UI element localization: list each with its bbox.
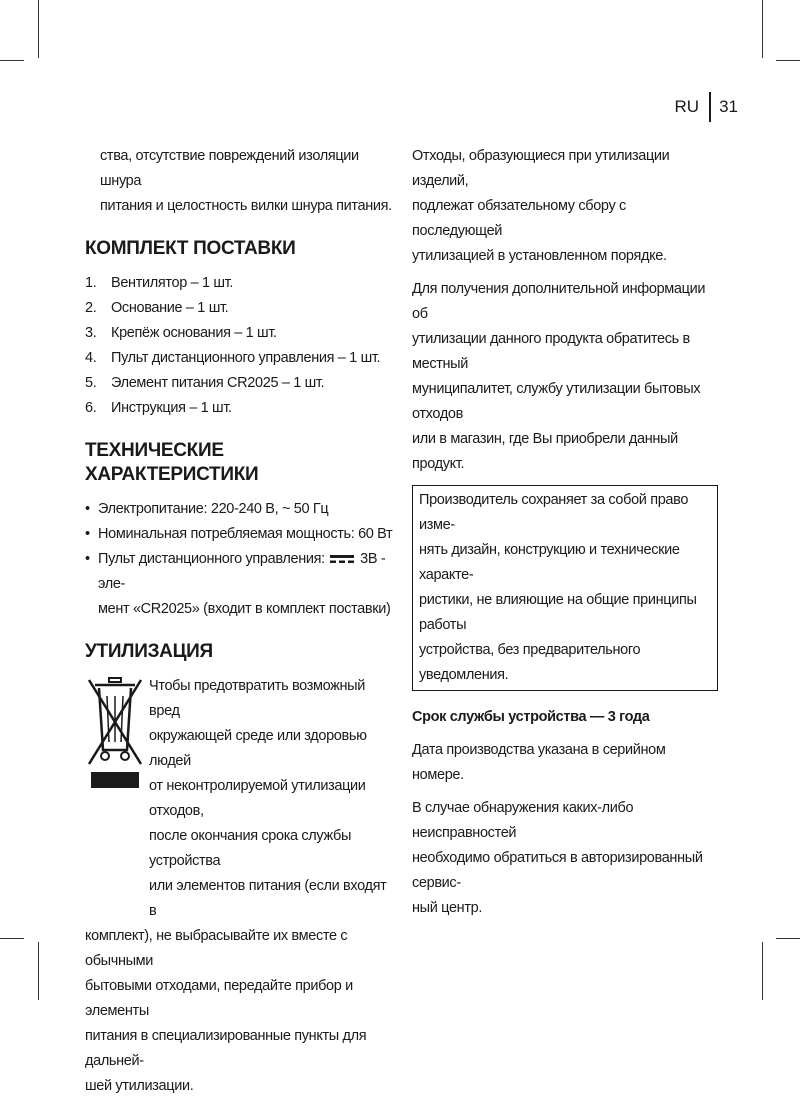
text-line: питания в специализированные пункты для дальней- (85, 1028, 367, 1069)
text-line: Чтобы предотвратить возможный вред (149, 678, 365, 719)
waste-paragraph (412, 144, 718, 269)
text-line: или элементов питания (если входят в (149, 878, 387, 919)
list-item (85, 547, 395, 622)
text-line: нять дизайн, конструкцию и технические характе- (419, 542, 680, 583)
crop-mark (0, 60, 24, 61)
item-text (98, 547, 395, 622)
service-paragraph (412, 796, 718, 921)
item-number: 6. (85, 400, 97, 416)
list-item (85, 497, 395, 522)
item-number: 5. (85, 375, 97, 391)
item-text: Элемент питания CR2025 – 1 шт. (111, 375, 325, 391)
intro-text (85, 144, 395, 219)
list-item (85, 371, 395, 396)
kit-heading: КОМПЛЕКТ ПОСТАВКИ (85, 238, 296, 259)
bullet: • (85, 501, 90, 517)
crop-mark (776, 60, 800, 61)
text-line: ристики, не влияющие на общие принципы работы (419, 592, 697, 633)
item-number: 1. (85, 275, 97, 291)
text-line: ный центр. (412, 900, 483, 916)
item-number: 4. (85, 350, 97, 366)
dc-current-icon (330, 554, 354, 564)
header-divider (709, 92, 711, 122)
text-line: комплект), не выбрасывайте их вместе с обычными (85, 928, 348, 969)
disposal-text (85, 924, 395, 1099)
page-header (675, 92, 738, 122)
specs-list (85, 497, 395, 622)
text-line: Отходы, образующиеся при утилизации изделий, (412, 148, 670, 189)
text-fragment: Пульт дистанционного управления: (98, 551, 325, 567)
specs-heading: ТЕХНИЧЕСКИЕ ХАРАКТЕРИСТИКИ (85, 440, 259, 485)
text-line: Производитель сохраняет за собой право изме- (419, 492, 689, 533)
text-line: необходимо обратиться в авторизированный сервис- (412, 850, 703, 891)
disposal-icon-text (149, 674, 395, 924)
text-line: утилизацией в установленном порядке. (412, 248, 667, 264)
text-line: или в магазин, где Вы приобрели данный продукт. (412, 431, 678, 472)
service-life: Срок службы устройства — 3 года (412, 709, 650, 725)
list-item (85, 321, 395, 346)
text-line: ства, отсутствие повреждений изоляции шнура (100, 148, 359, 189)
crop-mark (776, 938, 800, 939)
item-text: Крепёж основания – 1 шт. (111, 325, 277, 341)
item-text: Основание – 1 шт. (111, 300, 229, 316)
kit-list (85, 271, 395, 421)
text-line: бытовыми отходами, передайте прибор и элементы (85, 978, 353, 1019)
list-item (85, 396, 395, 421)
item-text: Электропитание: 220-240 В, ~ 50 Гц (98, 501, 329, 517)
language-code: RU (674, 97, 700, 116)
text-line: окружающей среде или здоровью людей (149, 728, 367, 769)
item-text: Пульт дистанционного управления – 1 шт. (111, 350, 381, 366)
page-number: 31 (719, 97, 738, 116)
right-column (412, 144, 718, 921)
list-item (85, 522, 395, 547)
crop-mark (0, 938, 24, 939)
crop-mark (38, 0, 39, 58)
text-line: устройства, без предварительного уведомления. (419, 642, 641, 683)
item-text: Вентилятор – 1 шт. (111, 275, 234, 291)
text-line: после окончания срока службы устройства (149, 828, 352, 869)
item-number: 2. (85, 300, 97, 316)
bullet: • (85, 551, 90, 567)
crop-mark (38, 942, 39, 1000)
disposal-block (85, 674, 395, 924)
bullet: • (85, 526, 90, 542)
crossed-bin-icon (85, 674, 147, 792)
info-paragraph (412, 277, 718, 477)
text-fragment: 3В - эле- (98, 551, 386, 592)
text-line: В случае обнаружения каких-либо неисправностей (412, 800, 634, 841)
list-item (85, 271, 395, 296)
text-line: подлежат обязательному сбору с последующей (412, 198, 626, 239)
disposal-heading: УТИЛИЗАЦИЯ (85, 641, 213, 662)
list-item (85, 346, 395, 371)
left-column (85, 144, 395, 1099)
crop-mark (762, 0, 763, 58)
item-text: Инструкция – 1 шт. (111, 400, 232, 416)
item-number: 3. (85, 325, 97, 341)
text-line: от неконтролируемой утилизации отходов, (149, 778, 366, 819)
text-line: муниципалитет, службу утилизации бытовых отходов (412, 381, 701, 422)
list-item (85, 296, 395, 321)
item-text: Номинальная потребляемая мощность: 60 Вт (98, 526, 393, 542)
text-fragment: мент «CR2025» (входит в комплект поставки) (98, 601, 391, 617)
manufacturer-notice-box (412, 485, 718, 691)
text-line: утилизации данного продукта обратитесь в местный (412, 331, 690, 372)
production-date: Дата производства указана в серийном номере. (412, 742, 666, 783)
crop-mark (762, 942, 763, 1000)
text-line: Для получения дополнительной информации об (412, 281, 706, 322)
text-line: шей утилизации. (85, 1078, 194, 1094)
text-line: питания и целостность вилки шнура питания. (100, 198, 392, 214)
